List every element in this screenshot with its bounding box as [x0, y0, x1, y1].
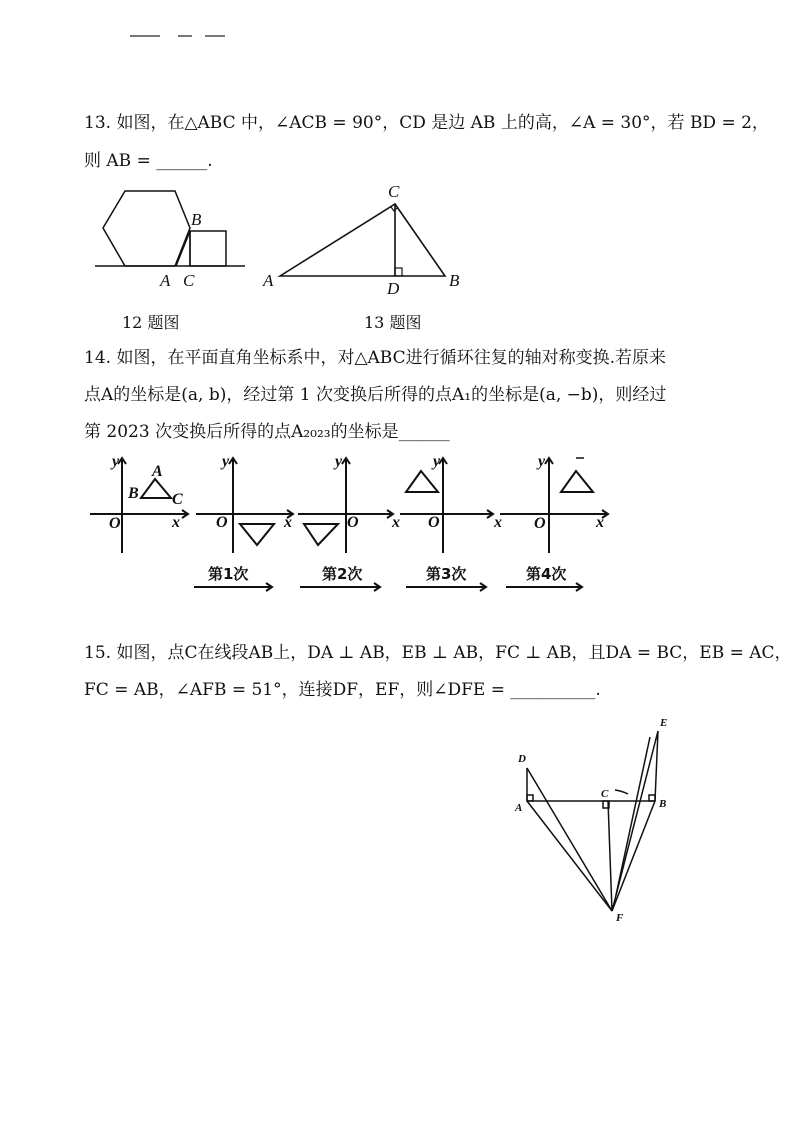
q15-line1: 15. 如图，点C在线段AB上，DA ⊥ AB，EB ⊥ AB，FC ⊥ AB，且DA = BC，EB = AC，	[84, 643, 792, 663]
fig15-label-d: D	[518, 753, 526, 765]
fig13-label-b: B	[449, 271, 460, 290]
fig15-label-f: F	[616, 912, 624, 924]
fig12-caption: 12 题图	[122, 313, 180, 332]
figure-15	[505, 715, 680, 930]
fig15-label-e: E	[660, 717, 668, 729]
fig12-label-a: A	[160, 271, 171, 290]
q14-line3: 第 2023 次变换后所得的点A₂₀₂₃的坐标是______	[84, 422, 450, 442]
fig14-y-axis-label-4: y	[433, 453, 441, 470]
fig14-x-axis-label-2: x	[284, 514, 292, 531]
fig15-label-a: A	[515, 802, 523, 814]
fig14-x-axis-label-5: x	[596, 514, 604, 531]
fig14-step-2: 第2次	[322, 565, 363, 583]
fig13-label-a: A	[263, 271, 274, 290]
q13-line2: 则 AB = ______.	[84, 151, 213, 171]
fig14-origin-label-4: O	[428, 514, 440, 531]
figure-14	[88, 448, 618, 603]
fig14-origin-label-2: O	[216, 514, 228, 531]
fig14-step-4: 第4次	[526, 565, 567, 583]
figure-12	[90, 185, 255, 295]
q14-line2: 点A的坐标是(a, b)，经过第 1 次变换后所得的点A₁的坐标是(a, −b)，则经过	[84, 385, 667, 405]
fig14-origin-label-3: O	[347, 514, 359, 531]
fig14-step-3: 第3次	[426, 565, 467, 583]
fig14-origin-label-1: O	[109, 515, 121, 532]
q13-line1: 13. 如图，在△ABC 中，∠ACB = 90°，CD 是边 AB 上的高，∠A = 30°，若 BD = 2，	[84, 113, 769, 133]
fig14-y-axis-label-3: y	[335, 453, 343, 470]
fig13-label-c: C	[388, 182, 400, 201]
fig12-label-c: C	[183, 271, 195, 290]
fig14-y-axis-label-5: y	[538, 453, 546, 470]
fig14-label-b: B	[128, 485, 139, 502]
fig15-label-b: B	[659, 798, 667, 810]
fig12-label-b: B	[191, 210, 202, 229]
fig14-x-axis-label-3: x	[392, 514, 400, 531]
fig14-step-1: 第1次	[208, 565, 249, 583]
figure-13	[260, 180, 470, 300]
fig14-label-a: A	[152, 463, 163, 480]
fig14-y-axis-label-1: y	[112, 453, 120, 470]
scan-mark	[130, 34, 230, 38]
fig13-caption: 13 题图	[364, 313, 422, 332]
fig14-origin-label-5: O	[534, 515, 546, 532]
fig14-x-axis-label-4: x	[494, 514, 502, 531]
fig13-label-d: D	[387, 279, 400, 298]
fig14-label-c: C	[172, 491, 183, 508]
q15-line2: FC = AB，∠AFB = 51°，连接DF，EF，则∠DFE = __________.	[84, 680, 601, 700]
fig14-y-axis-label-2: y	[222, 453, 230, 470]
q14-line1: 14. 如图，在平面直角坐标系中，对△ABC进行循环往复的轴对称变换.若原来	[84, 348, 667, 368]
fig15-label-c: C	[601, 788, 609, 800]
fig14-x-axis-label-1: x	[172, 514, 180, 531]
